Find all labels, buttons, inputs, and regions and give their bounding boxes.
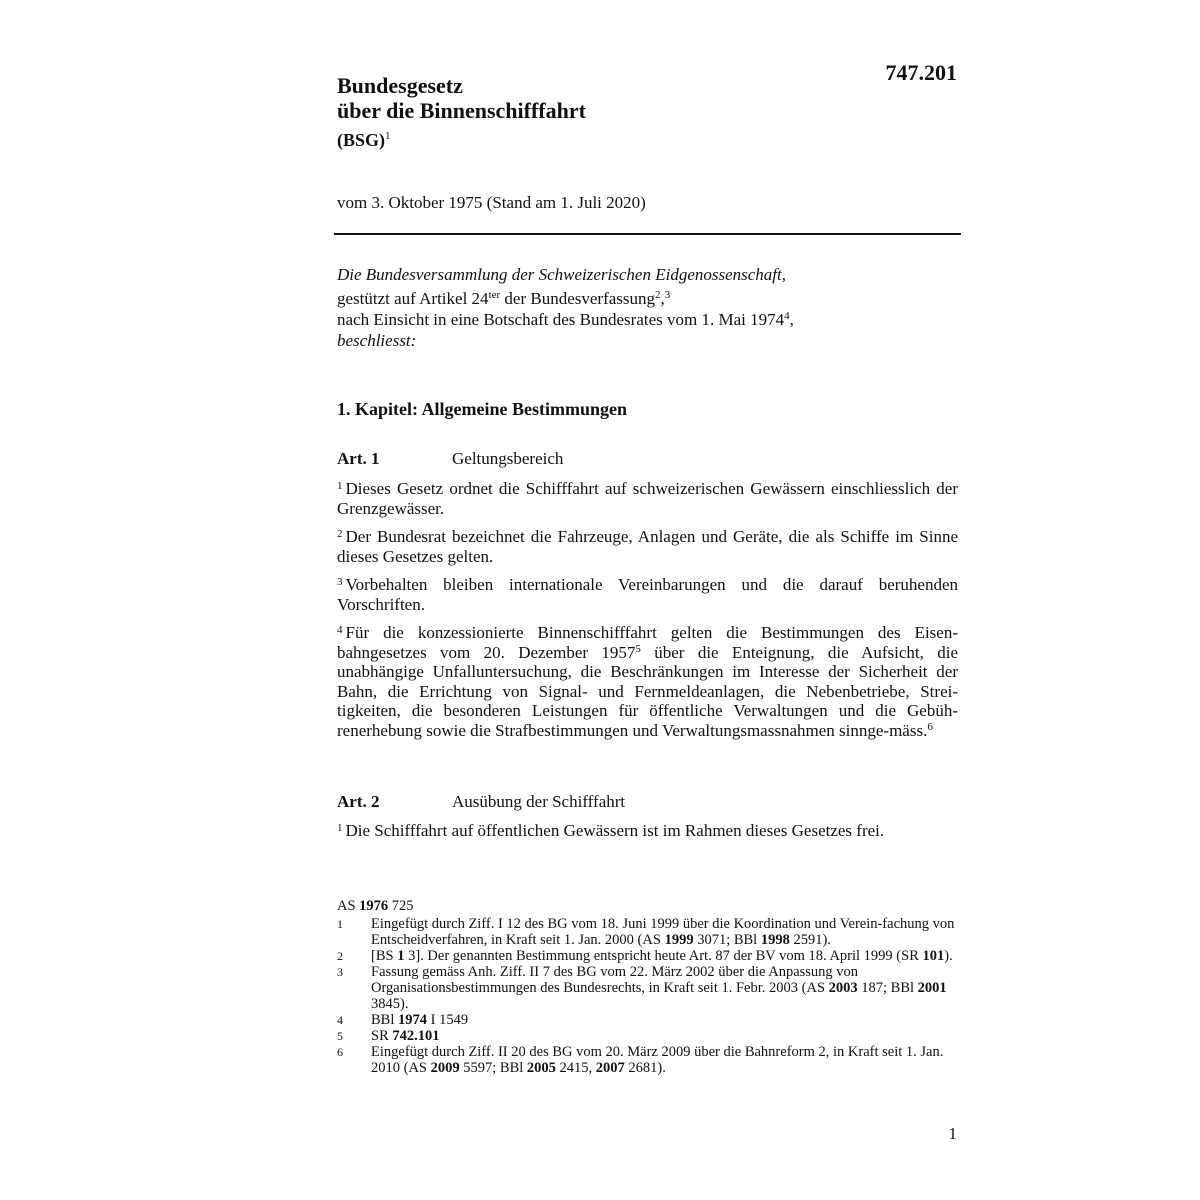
fn-bold: 1 [397, 948, 405, 964]
fn-bold: 1976 [359, 898, 389, 914]
fn-text: SR [371, 1028, 393, 1044]
footnote-number: 4 [337, 1013, 343, 1027]
fn-bold: 2005 [526, 1060, 556, 1076]
superscript-ter: ter [488, 289, 501, 301]
preamble-basis-comma: , [660, 289, 665, 308]
header-divider [334, 233, 961, 235]
fn-bold: 2003 [828, 980, 858, 996]
footnote-text [371, 948, 962, 964]
footnote-1 [337, 916, 962, 948]
preamble-decides: beschliesst: [337, 331, 417, 350]
paragraph-text-2: über die Enteignung, die Aufsicht, die unabhängige Unfalluntersuchung, die Beschränkungen im Interesse der Sicherheit der Bahn, die Errichtung von Signal- und Fernmeldeanlagen, die Nebenbetriebe, Strei-tigkeiten, die besonderen Leistungen für öffentliche Verwaltungen und die Gebüh-renerhebung sowie die Strafbestimmungen und Verwaltungsmassnahmen sinnge-mäss. [337, 642, 959, 740]
chapter-heading: 1. Kapitel: Allgemeine Bestimmungen [337, 399, 627, 419]
law-title-line-1: Bundesgesetz [337, 73, 463, 98]
fn-bold: 2009 [430, 1060, 460, 1076]
preamble-basis-text-2: der Bundesverfassung [500, 289, 656, 308]
fn-text: Eingefügt durch Ziff. II 20 des BG vom 20. März 2009 über die Bahnreform 2, in Kraft seit 1. Jan. 2010 (AS [371, 1044, 944, 1076]
fn-bold: 742.101 [392, 1028, 440, 1044]
footnote-ref[interactable]: 4 [784, 310, 790, 322]
fn-bold: 1974 [398, 1012, 427, 1028]
footnote-number: 2 [337, 949, 343, 963]
article-2-paragraph-1 [337, 821, 958, 841]
fn-text: 187; BBl [857, 980, 918, 996]
paragraph-number: 3 [337, 576, 343, 588]
fn-text: 5597; BBl [459, 1060, 527, 1076]
page-number: 1 [948, 1124, 957, 1143]
fn-bold: 101 [922, 948, 945, 964]
fn-text: [BS [371, 948, 398, 964]
footnote-6 [337, 1044, 962, 1076]
footnote-number: 3 [337, 965, 343, 979]
fn-text: 2591). [789, 932, 831, 948]
paragraph-number: 4 [337, 624, 343, 636]
footnote-ref[interactable]: 2 [655, 289, 661, 301]
footnote-4 [337, 1012, 962, 1028]
preamble-message [337, 309, 957, 330]
fn-text: BBl [371, 1012, 398, 1028]
footnote-number: 1 [337, 917, 343, 931]
footnote-ref[interactable]: 1 [385, 130, 391, 142]
paragraph-text: Vorbehalten bleiben internationale Vereinbarungen und die darauf beruhenden Vorschriften. [337, 575, 958, 614]
article-number: Art. 2 [337, 792, 380, 811]
fn-text: AS [337, 898, 360, 914]
fn-bold: 2007 [595, 1060, 625, 1076]
article-1-heading [337, 449, 563, 469]
preamble-basis-text: gestützt auf Artikel 24 [337, 289, 489, 308]
abbreviation-text: (BSG) [337, 130, 386, 150]
fn-text: 3071; BBl [693, 932, 761, 948]
fn-text: 3845). [371, 996, 409, 1012]
sr-number: 747.201 [885, 60, 957, 85]
footnote-number: 5 [337, 1029, 343, 1043]
article-title: Ausübung der Schifffahrt [452, 792, 626, 811]
footnote-text [371, 1012, 962, 1028]
footnotes [337, 898, 962, 1076]
fn-text: 3]. Der genannten Bestimmung entspricht heute Art. 87 der BV vom 18. April 1999 (SR [404, 948, 923, 964]
article-2-heading [337, 792, 625, 812]
law-abbreviation [337, 130, 391, 151]
fn-text: Eingefügt durch Ziff. I 12 des BG vom 18. Juni 1999 über die Koordination und Verein-fachung von Entscheidverfahren, in Kraft seit 1. Jan. 2000 (AS [371, 916, 955, 948]
fn-text: Fassung gemäss Anh. Ziff. II 7 des BG vom 22. März 2002 über die Anpassung von Organisationsbestimmungen des Bundesrechts, in Kraft seit 1. Febr. 2003 (AS [371, 964, 859, 996]
preamble [337, 264, 957, 351]
article-1-paragraph-3 [337, 575, 958, 614]
paragraph-number: 2 [337, 528, 343, 540]
footnote-ref[interactable]: 6 [927, 720, 933, 733]
law-title-line-2: über die Binnenschifffahrt [337, 98, 586, 123]
paragraph-text: Der Bundesrat bezeichnet die Fahrzeuge, Anlagen und Geräte, die als Schiffe im Sinne dieses Gesetzes gelten. [337, 527, 958, 566]
paragraph-text: Für die konzessionierte Binnenschifffahrt gelten die Bestimmungen des Eisen-bahngesetzes vom 20. Dezember 1957 [337, 623, 958, 662]
fn-text: 725 [388, 898, 414, 914]
preamble-message-comma: , [789, 310, 794, 329]
article-1-paragraph-4 [337, 623, 958, 740]
footnote-text [371, 964, 962, 1012]
article-number: Art. 1 [337, 449, 380, 468]
law-date: vom 3. Oktober 1975 (Stand am 1. Juli 2020) [337, 193, 646, 212]
fn-text: ). [944, 948, 953, 964]
fn-text: 2415, [555, 1060, 596, 1076]
preamble-message-text: nach Einsicht in eine Botschaft des Bundesrates vom 1. Mai 1974 [337, 310, 785, 329]
paragraph-text: Die Schifffahrt auf öffentlichen Gewässern ist im Rahmen dieses Gesetzes frei. [345, 821, 885, 840]
article-title: Geltungsbereich [452, 449, 564, 468]
footnote-text [371, 1028, 962, 1044]
paragraph-text: Dieses Gesetz ordnet die Schifffahrt auf schweizerischen Gewässern einschliesslich der Grenzgewässer. [337, 479, 958, 518]
fn-text: I 1549 [427, 1012, 469, 1028]
footnote-ref[interactable]: 5 [635, 642, 641, 655]
fn-bold: 1998 [760, 932, 790, 948]
law-title [337, 73, 586, 123]
fn-bold: 2001 [917, 980, 947, 996]
article-1-paragraph-1 [337, 479, 958, 518]
footnote-number: 6 [337, 1045, 343, 1059]
footnote-5 [337, 1028, 962, 1044]
footnote-text [371, 1044, 962, 1076]
footnote-2 [337, 948, 962, 964]
footnote-ref[interactable]: 3 [664, 289, 671, 301]
article-1-paragraph-2 [337, 527, 958, 566]
footnote-source [337, 898, 962, 914]
preamble-basis [337, 288, 957, 309]
footnote-3 [337, 964, 962, 1012]
fn-bold: 1999 [664, 932, 694, 948]
fn-text: 2681). [624, 1060, 666, 1076]
preamble-assembly: Die Bundesversammlung der Schweizerischen Eidgenossenschaft, [337, 265, 786, 284]
paragraph-number: 1 [337, 480, 343, 492]
paragraph-number: 1 [337, 822, 343, 834]
footnote-text [371, 916, 962, 948]
